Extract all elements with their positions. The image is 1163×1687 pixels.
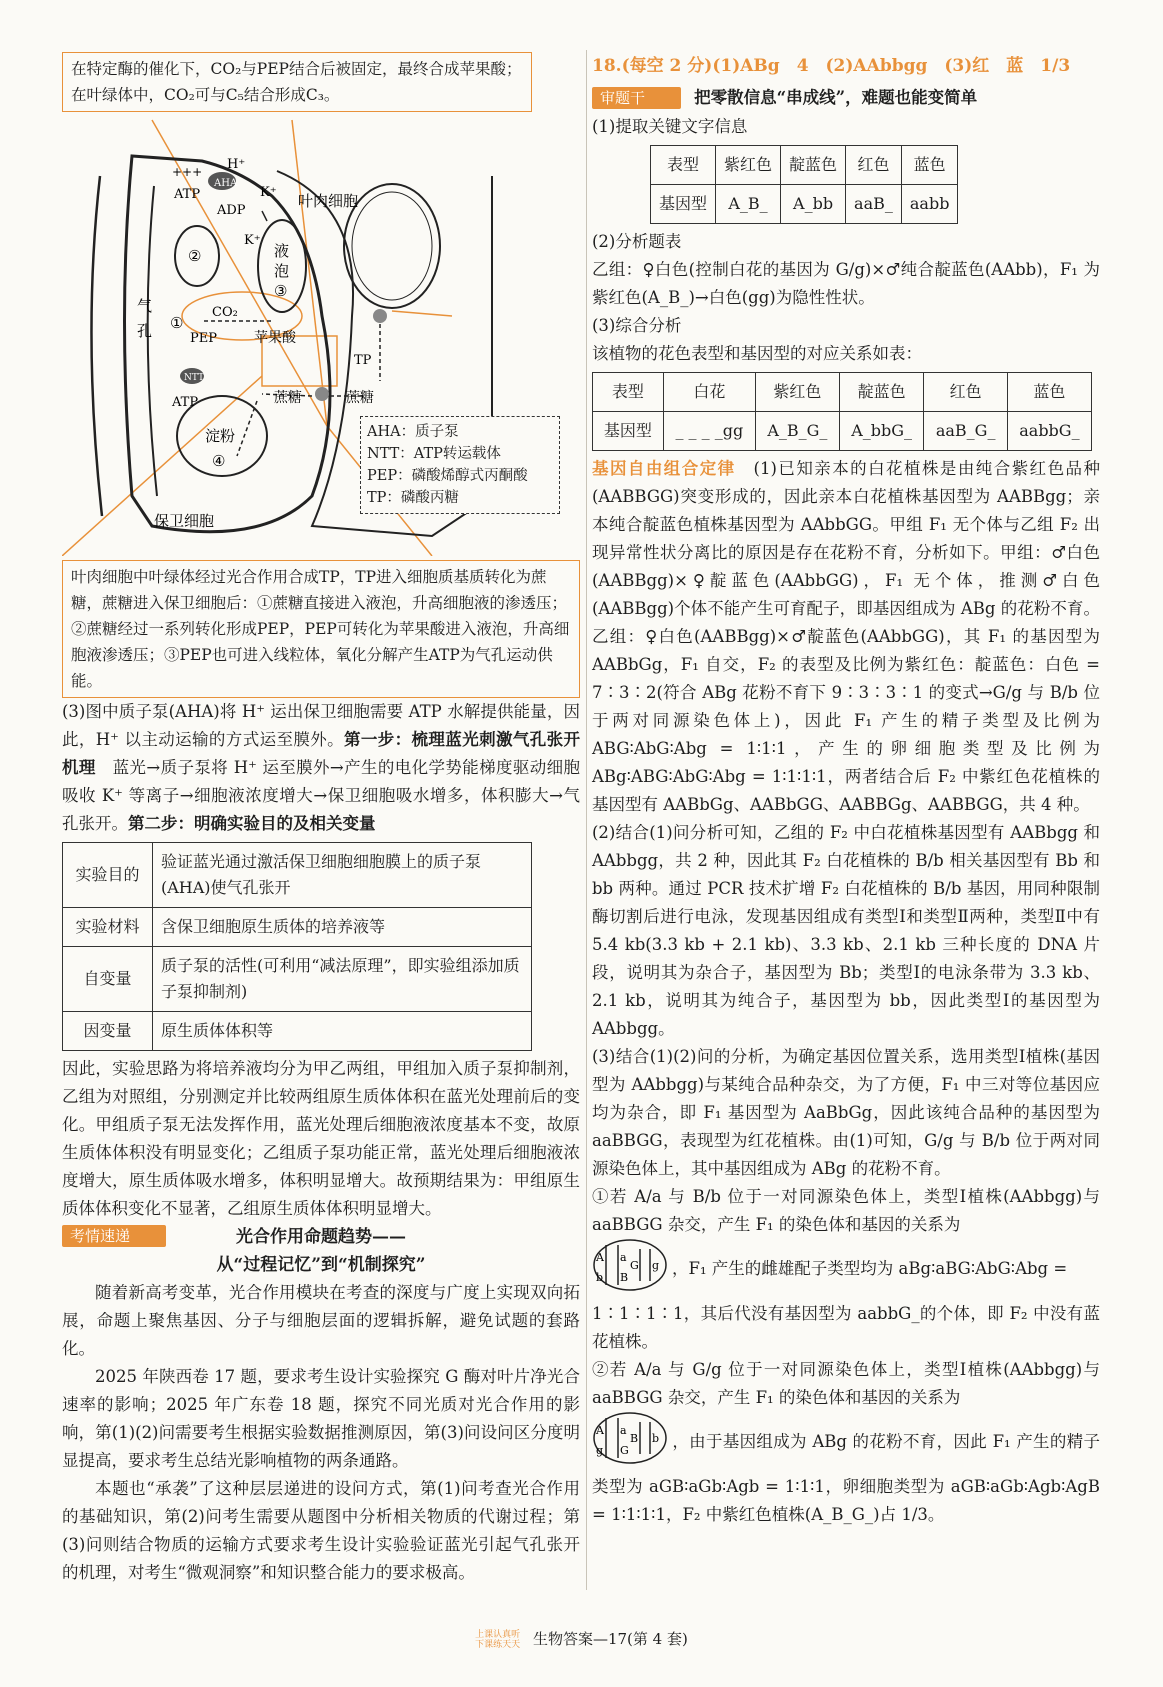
experiment-table [62,842,532,1051]
label-pep: PEP [190,331,217,346]
label-atp: ATP [174,187,201,202]
step-two-heading: 第二步：明确实验目的及相关变量 [128,814,376,833]
allele-label: A [596,1251,604,1264]
text-span: ，由于基因组成为 ABg 的花粉不育，因此 F₁ 产生的精子类型为 aGB∶aGb∶Agb = 1∶1∶1，卵细胞类型为 aGB∶aGb∶Agb∶AgB = 1∶1∶1∶1，F₂ 中紫红色植株(A_B_G_)占 1/3。 [592,1432,1100,1524]
label-ntt: NTT [184,373,205,383]
column-divider [586,50,587,1590]
annotation-line: 在特定酶的催化下，CO₂与PEP结合后被固定，最终合成苹果酸； [71,60,522,78]
table-cell: 红色 [924,373,1007,412]
exam-trend-tag: 考情速递 [62,1225,166,1247]
sucrose-transporter [315,387,329,401]
step-label: (2)分析题表 [592,232,682,251]
table-cell: 表型 [651,146,716,185]
allele-label: G [620,1444,629,1457]
label-two: ② [188,247,202,265]
table-cell: 紫红色 [755,373,839,412]
table-cell: _ _ _ _gg [663,412,755,451]
label-vac2: 泡 [274,262,290,280]
table-row [593,373,1092,412]
table-cell: A_B_ [716,185,781,224]
table-cell: 蓝色 [901,146,958,185]
footer-page-label: 生物答案—17(第 4 套) [532,1630,688,1648]
answer-case-1-cont [592,1239,1100,1300]
step-label: (1)提取关键文字信息 [592,117,748,136]
table-row [593,412,1092,451]
table-cell: 因变量 [63,1012,153,1051]
table-cell: 实验目的 [63,843,153,908]
chromosome-diagram-2 [592,1412,668,1473]
page-footer [0,1628,1163,1650]
chloroplast-mesophyll [344,184,440,308]
allele-label: G [630,1259,639,1272]
allele-label: B [630,1432,639,1445]
stoma-outer-wall [91,176,102,516]
answer-case-1-end: 1∶1∶1∶1，其后代没有基因型为 aabbG_的个体，即 F₂ 中没有蓝花植株。 [592,1304,1100,1351]
step-text: 该植物的花色表型和基因型的对应关系如表： [592,344,922,363]
table-cell: 紫红色 [716,146,781,185]
allele-label: B [620,1271,629,1284]
tp-transporter [373,309,387,323]
chromosome-svg [592,1239,668,1291]
right-column [592,52,1100,1529]
logo-line: 上课认真听 [475,1630,521,1640]
allele-label: b [652,1432,660,1445]
table-cell: 验证蓝光通过激活保卫细胞细胞膜上的质子泵(AHA)使气孔张开 [153,843,532,908]
annotation-box-top [62,52,532,112]
table-row [651,146,958,185]
step-one-heading: 第一步：梳理蓝光刺激气孔张开机理 [62,730,581,777]
footer-logo [475,1630,520,1650]
left-column [62,52,580,1587]
label-four: ④ [212,452,226,470]
label-vac3: ③ [274,282,288,300]
text-span: (1)已知亲本的白花植株是由纯合紫红色品种(AABBGG)突变形成的，因此亲本白花植株基因型为 AABBgg；亲本纯合靛蓝色植株基因型为 AAbbGG。甲组 F₁ 无个体与乙组 F₂ 出现异常性状分离比的原因是存在花粉不育，分析如下。甲组：♂白色(AABBgg)×♀靛蓝色(AAbbGG)，F₁ 无个体，推测♂白色(AABBgg)个体不能产生可育配子，即基因组成为 ABg 的花粉不育。乙组：♀白色(AABBgg)×♂靛蓝色(AAbbGG)，其 F₁ 的基因型为 AABbGg，F₁ 自交，F₂ 的表型及比例为紫红色：靛蓝色：白色 = 7∶3∶2(符合 ABg 花粉不育下 9∶3∶3∶1 的变式→G/g 与 B/b 位于两对同源染色体上)，因此 F₁ 产生的精子类型及比例为 ABG∶AbG∶Abg = 1∶1∶1，产生的卵细胞类型及比例为 ABg∶ABG∶AbG∶Abg = 1∶1∶1∶1，两者结合后 F₂ 中紫红色花植株的基因型有 AABbGg、AABbGG、AABBGg、AABBGG，共 4 种。 [592,459,1100,814]
table-cell: 靛蓝色 [839,373,924,412]
label-vac1: 液 [274,242,290,260]
answer-case-1: ①若 A/a 与 B/b 位于一对同源染色体上，类型Ⅰ植株(AAbbgg)与 aaBBGG 杂交，产生 F₁ 的染色体和基因的关系为 [592,1187,1100,1234]
label-starch: 淀粉 [205,427,236,445]
allele-label: b [596,1271,604,1284]
review-tag: 审题干 [592,87,681,109]
section-title: 光合作用命题趋势—— [236,1227,406,1247]
table-cell: 红色 [846,146,902,185]
allele-label: A [596,1424,604,1437]
table-cell: 含保卫细胞原生质体的培养液等 [153,908,532,947]
table-cell: 基因型 [651,185,716,224]
label-tp: TP [354,353,372,368]
table-row [63,1012,532,1051]
review-heading-text: 把零散信息“串成线”，难题也能变简单 [694,88,978,107]
table-cell: 原生质体体积等 [153,1012,532,1051]
answer-case-2-cont [592,1412,1100,1529]
table-row [63,843,532,908]
table-cell: A_bbG_ [839,412,924,451]
label-malic: 苹果酸 [254,330,296,346]
step-text: 乙组：♀白色(控制白花的基因为 G/g)×♂纯合靛蓝色(AAbb)，F₁ 为紫红色(A_B_)→白色(gg)为隐性性状。 [592,260,1100,307]
chloroplast-inner [352,192,432,300]
allele-label: a [620,1424,627,1437]
diagram-legend [360,416,560,514]
trend-paragraph: 2025 年陕西卷 17 题，要求考生设计实验探究 G 酶对叶片净光合速率的影响；2025 年广东卷 18 题，探究不同光质对光合作用的影响，第(1)(2)问需要考生根据实验数据推测原因，第(3)问设问区分度明显提高，要求考生总结光影响植物的两条通路。 [62,1367,580,1470]
trend-heading-block [62,1223,580,1279]
paragraph-3-analysis [62,698,580,838]
logo-line: 下课练天天 [475,1640,521,1650]
table-cell: A_bb [781,185,846,224]
annotation-line: 在叶绿体中，CO₂可与C₅结合形成C₃。 [71,86,340,104]
table-cell: aabb [901,185,958,224]
stomata-diagram [62,116,580,556]
table-row [63,908,532,947]
review-heading [592,84,1100,109]
table-cell: 表型 [593,373,664,412]
label-h-plus: H⁺ [227,157,246,172]
section-subtitle: 从“过程记忆”到“机制探究” [216,1255,426,1275]
table-cell: 自变量 [63,947,153,1012]
annotation-box-bottom: 叶肉细胞中叶绿体经过光合作用合成TP，TP进入细胞质基质转化为蔗糖，蔗糖进入保卫细胞后：①蔗糖直接进入液泡，升高细胞液的渗透压；②蔗糖经过一系列转化形成PEP，PEP可转化为苹果酸进入液泡，升高细胞液渗透压；③PEP也可进入线粒体，氧化分解产生ATP为气孔运动供能。 [62,560,580,698]
table-cell: aabbG_ [1007,412,1091,451]
table-cell: A_B_G_ [755,412,839,451]
table-row [651,185,958,224]
trend-paragraph: 本题也“承袭”了这种层层递进的设问方式，第(1)问考查光合作用的基础知识，第(2)问考生需要从题图中分析相关物质的代谢过程；第(3)问则结合物质的运输方式要求考生设计实验验证蓝光引起气孔张开的机理，对考生“微观洞察”和知识整合能力的要求极高。 [62,1479,580,1582]
table-cell: 实验材料 [63,908,153,947]
table-cell: aaB_ [846,185,902,224]
legend-item: TP：磷酸丙糖 [367,490,459,506]
legend-item: NTT：ATP转运载体 [367,446,501,462]
label-guard: 保卫细胞 [154,512,215,530]
table-cell: 质子泵的活性(可利用“减法原理”，即实验组添加质子泵抑制剂) [153,947,532,1012]
step-label: (3)综合分析 [592,316,682,335]
label-co2: CO₂ [212,305,238,320]
answer-paragraph-1 [592,455,1100,819]
experiment-conclusion: 因此，实验思路为将培养液均分为甲乙两组，甲组加入质子泵抑制剂，乙组为对照组，分别测定并比较两组原生质体体积在蓝光处理前后的变化。甲组质子泵无法发挥作用，蓝光处理后细胞液浓度基本不变，故原生质体体积没有明显变化；乙组质子泵功能正常，蓝光处理后细胞液浓度增大，原生质体吸水增多，体积明显增大。故预期结果为：甲组原生质体体积变化不显著，乙组原生质体体积明显增大。 [62,1059,580,1218]
label-k1: K⁺ [260,185,277,200]
text-span: ，F₁ 产生的雌雄配子类型均为 aBg∶aBG∶AbG∶Abg = [672,1259,1068,1278]
label-sucrose1: 蔗糖 [274,390,302,406]
label-stoma2: 孔 [137,322,153,340]
text-span: 蓝光→质子泵将 H⁺ 运至膜外→产生的电化学势能梯度驱动细胞吸收 K⁺ 等离子→细胞液浓度增大→保卫细胞吸水增多，体积膨大→气孔张开。 [62,758,580,833]
label-stoma1: 气 [137,297,153,315]
stoma-inner-wall [148,186,157,496]
phenotype-table-1 [650,145,958,224]
label-atp2: ATP [172,395,199,410]
text-span: (3)图中质子泵(AHA)将 H⁺ 运出保卫细胞需要 ATP 水解提供能量，因此，H⁺ 以主动运输的方式运至膜外。 [62,702,580,749]
table-cell: 靛蓝色 [781,146,846,185]
chromosome-svg [592,1412,668,1464]
arrow-k [262,211,267,221]
connector-line [292,120,327,426]
answer-paragraph-2: (2)结合(1)问分析可知，乙组的 F₂ 中白花植株基因型有 AABbgg 和 AAbbgg，共 2 种，因此其 F₂ 白花植株的 B/b 相关基因型有 Bb 和 bb 两种。通过 PCR 技术扩增 F₂ 白花植株的 B/b 基因，用同种限制酶切割后进行电泳，发现基因组成有类型Ⅰ和类型Ⅱ两种，类型Ⅱ中有 5.4 kb(3.3 kb + 2.1 kb)、3.3 kb、2.1 kb 三种长度的 DNA 片段，说明其为杂合子，基因型为 Bb；类型Ⅰ的电泳条带为 3.3 kb、2.1 kb，说明其为纯合子，基因型为 bb，因此类型Ⅰ的基因型为 AAbbgg。 [592,823,1100,1038]
label-adp: ADP [217,203,246,218]
allele-label: a [620,1251,627,1264]
label-plus: +++ [172,165,203,179]
table-cell: 白花 [663,373,755,412]
table-row [63,947,532,1012]
allele-label: g [652,1259,660,1272]
law-label: 基因自由组合定律 [592,459,736,478]
label-mesophyll: 叶肉细胞 [298,192,359,210]
phenotype-table-2 [592,372,1092,451]
allele-label: g [596,1444,604,1457]
label-aha: AHA [214,178,238,189]
connector-line [392,311,452,316]
trend-paragraph: 随着新高考变革，光合作用模块在考查的深度与广度上实现双向拓展，命题上聚焦基因、分子与细胞层面的逻辑拆解，避免试题的套路化。 [62,1283,580,1358]
label-one: ① [170,314,184,332]
legend-item: PEP：磷酸烯醇式丙酮酸 [367,468,528,484]
label-k2: K⁺ [244,233,261,248]
answer-paragraph-3: (3)结合(1)(2)问的分析，为确定基因位置关系，选用类型Ⅰ植株(基因型为 AAbbgg)与某纯合品种杂交，为了方便，F₁ 中三对等位基因应均为杂合，即 F₁ 基因型为 AaBbGg，因此该纯合品种的基因型为 aaBBGG，表现型为红花植株。由(1)可知，G/g 与 B/b 位于两对同源染色体上，其中基因组成为 ABg 的花粉不育。 [592,1047,1100,1178]
legend-item: AHA：质子泵 [367,424,459,440]
answer-case-2: ②若 A/a 与 G/g 位于一对同源染色体上，类型Ⅰ植株(AAbbgg)与 aaBBGG 杂交，产生 F₁ 的染色体和基因的关系为 [592,1360,1100,1407]
question-18-answer: 18.(每空 2 分)(1)ABg 4 (2)AAbbgg (3)红 蓝 1/3 [592,56,1071,76]
table-cell: 蓝色 [1007,373,1091,412]
arrow-starch [237,401,257,456]
table-cell: 基因型 [593,412,664,451]
label-sucrose2: 蔗糖 [346,390,374,406]
chromosome-diagram-1 [592,1239,668,1300]
table-cell: aaB_G_ [924,412,1007,451]
